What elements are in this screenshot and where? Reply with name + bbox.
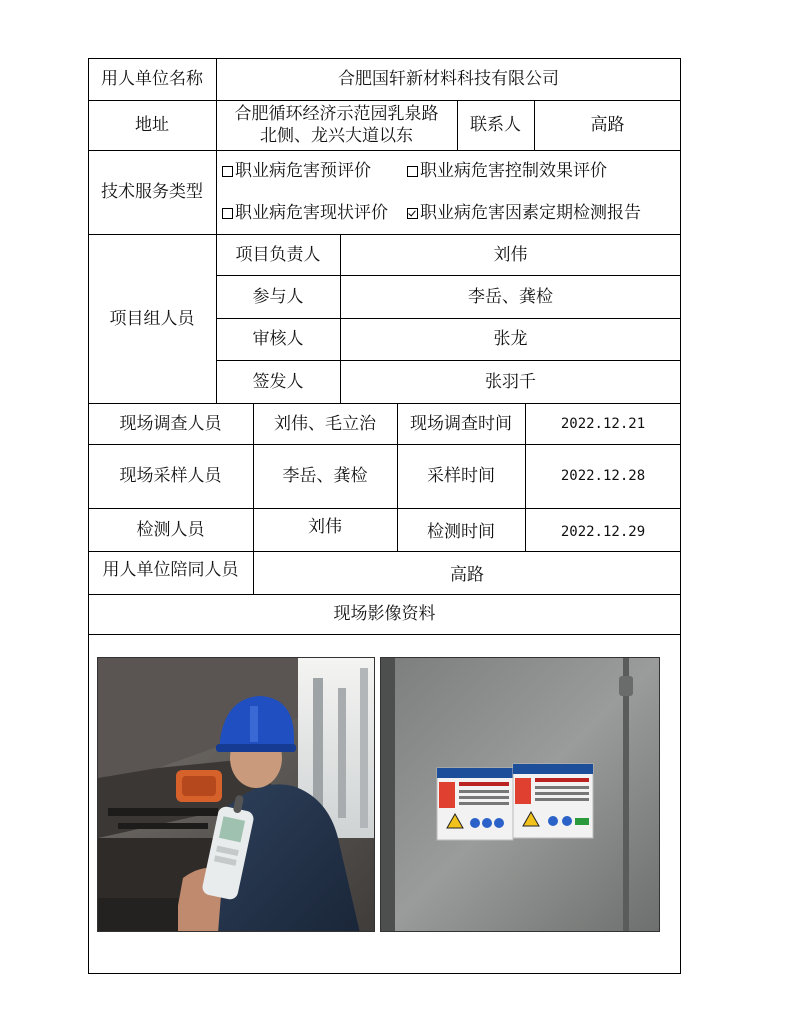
- accompany-label: 用人单位陪同人员: [102, 560, 239, 580]
- survey-value: 刘伟、毛立治: [274, 413, 376, 434]
- survey-label: 现场调查人员: [119, 413, 222, 434]
- testing-time-value: 2022.12.29: [560, 523, 646, 540]
- service-type-label: 技术服务类型: [101, 182, 203, 202]
- service-option-control-effect[interactable]: 职业病危害控制效果评价: [407, 160, 607, 182]
- survey-time-value: 2022.12.21: [560, 415, 646, 432]
- warning-board-dust: [437, 768, 513, 840]
- checkbox-icon[interactable]: [222, 166, 233, 177]
- service-option-status-evaluation[interactable]: 职业病危害现状评价: [222, 202, 388, 224]
- team-role: 审核人: [252, 329, 304, 349]
- testing-value: 刘伟: [308, 517, 342, 537]
- team-name: 李岳、龚检: [468, 286, 553, 307]
- team-role: 签发人: [252, 371, 304, 392]
- service-option-pre-evaluation[interactable]: 职业病危害预评价: [222, 160, 371, 182]
- checkbox-icon[interactable]: [407, 166, 418, 177]
- team-role: 项目负责人: [235, 244, 321, 265]
- address-value: [216, 100, 457, 150]
- site-photo-worker-with-meter: [97, 657, 375, 932]
- team-role: 参与人: [252, 286, 304, 307]
- images-section-title: 现场影像资料: [333, 604, 436, 624]
- contact-value: 高路: [590, 115, 625, 135]
- contact-label: 联系人: [470, 115, 521, 135]
- sampling-label: 现场采样人员: [119, 466, 222, 486]
- team-name: 张羽千: [485, 371, 536, 392]
- team-label: 项目组人员: [109, 308, 195, 329]
- site-photo-warning-signs: [380, 657, 660, 932]
- service-option-periodic-detection[interactable]: 职业病危害因素定期检测报告: [407, 202, 641, 224]
- address-label: 地址: [135, 115, 169, 135]
- company-label: 用人单位名称: [101, 69, 203, 89]
- survey-time-label: 现场调查时间: [410, 413, 512, 434]
- team-name: 张龙: [493, 329, 528, 349]
- accompany-value: 高路: [450, 565, 484, 585]
- company-value: 合肥国轩新材料科技有限公司: [338, 69, 559, 89]
- address-line-2: 北侧、龙兴大道以东: [260, 126, 413, 146]
- checkbox-checked-icon[interactable]: [407, 208, 418, 219]
- sampling-time-label: 采样时间: [427, 466, 495, 486]
- team-name: 刘伟: [493, 244, 528, 265]
- sampling-time-value: 2022.12.28: [560, 468, 646, 484]
- checkbox-icon[interactable]: [222, 208, 233, 219]
- testing-time-label: 检测时间: [427, 521, 495, 542]
- sampling-value: 李岳、龚检: [282, 466, 368, 486]
- warning-board-noise: [513, 764, 593, 838]
- address-line-1: 合肥循环经济示范园乳泉路: [234, 104, 439, 124]
- testing-label: 检测人员: [136, 519, 205, 540]
